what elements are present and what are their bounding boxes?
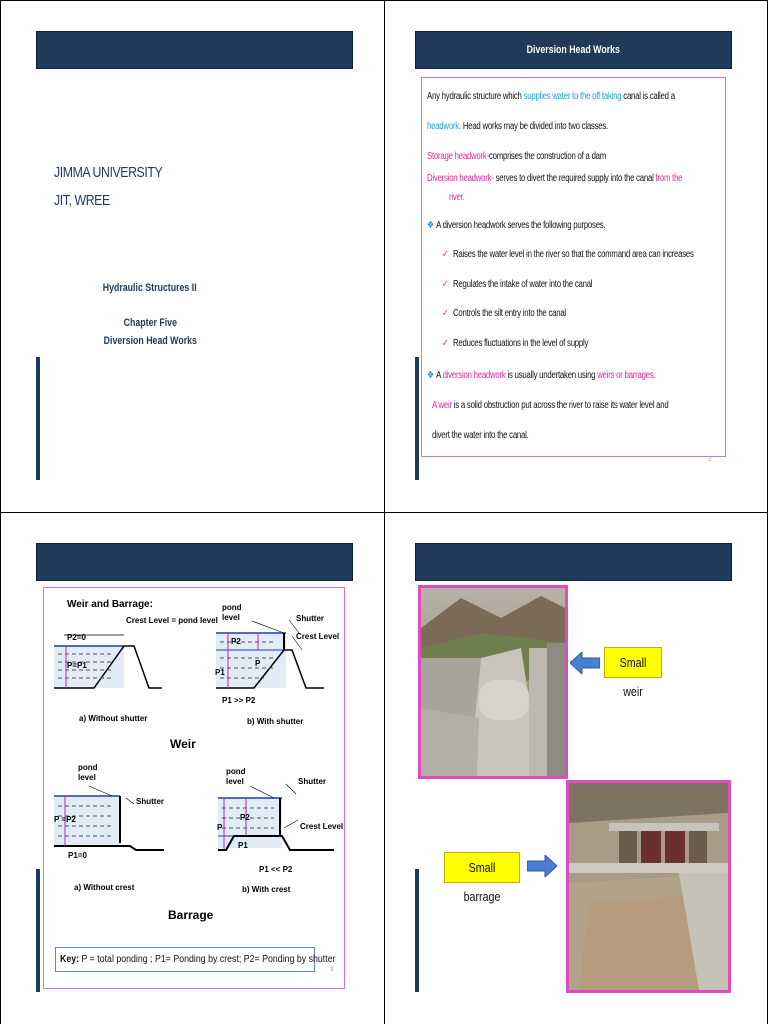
pond-label-a2-line1: pond [78,763,98,772]
p2-label-b2: P2 [240,813,250,822]
caption-a2: a) Without crest [74,883,135,892]
definition-line-2: headwork. Head works may be divided into two classes. [427,121,608,132]
p-label-b1: P [255,659,261,668]
p2-zero-label: P2=0 [67,633,86,642]
pond-label-b1-line2: level [222,613,240,622]
checkmark-icon: ✓ [442,308,449,319]
caption-a1: a) Without shutter [79,714,148,723]
diamond-bullet-icon: ❖ [427,370,434,381]
weir-without-shutter-diagram [54,616,218,723]
p1-gg-p2-label: P1 >> P2 [222,696,256,705]
caption-b1: b) With shutter [247,717,304,726]
small-weir-callout: Small weir [604,647,662,678]
chapter-title: Diversion Head Works [103,335,197,347]
p1-ll-p2-label: P1 << P2 [259,865,293,874]
right-arrow-icon [527,855,557,877]
diversion-headwork-line: Diversion headwork- serves to divert the required supply into the canal from the [427,173,683,184]
horizontal-divider [0,512,768,513]
p-eq-p2-label: P =P2 [54,815,76,824]
slide-2-page-number: 2 [708,457,712,463]
purpose-item-1: ✓ Raises the water level in the river so that the command area can increases [442,249,694,260]
weir-with-shutter-diagram [215,603,339,726]
shutter-label-b2: Shutter [298,777,326,786]
slide-4-banner [415,543,732,581]
small-barrage-photo [566,780,731,993]
weir-definition-line-1: A weir is a solid obstruction put across the river to raise its water level and [432,400,669,411]
small-barrage-callout: Small barrage [444,852,520,883]
pond-label-b1-line1: pond [222,603,242,612]
purpose-item-2: ✓ Regulates the intake of water into the canal [442,279,593,290]
caption-b2: b) With crest [242,885,291,894]
pond-label-a2-line2: level [78,773,96,782]
purposes-intro: ❖ A diversion headwork serves the following purposes. [427,220,606,231]
diversion-headwork-line-cont: river. [449,192,465,203]
slide-2-sidebar-bar [415,357,419,480]
checkmark-icon: ✓ [442,338,449,349]
course-name: Hydraulic Structures II [103,282,197,294]
definition-line-1: Any hydraulic structure which supplies water to the off taking canal is called a [427,91,675,102]
p2-label-b1: P2 [231,637,241,646]
weir-definition-line-2: divert the water into the canal. [432,430,529,441]
barrage-with-crest-diagram [217,767,343,894]
weir-barrage-heading: Weir and Barrage: [67,599,153,610]
slide-3-sidebar-bar [36,869,40,992]
checkmark-icon: ✓ [442,279,449,290]
shutter-label-b1: Shutter [296,614,324,623]
p1-label-b1: P1 [215,668,225,677]
crest-level-label-b1: Crest Level [296,632,340,641]
university-name: JIMMA UNIVERSITY [54,164,163,181]
p-label-b2: P [217,823,223,832]
slide-2-banner [415,31,732,69]
small-weir-photo [418,585,568,779]
slide-2-title: Diversion Head Works [526,44,621,56]
weir-section-label: Weir [170,737,196,751]
slide-1-banner [36,31,353,69]
diagram-key: Key: P = total ponding ; P1= Ponding by crest; P2= Ponding by shutter [55,947,315,972]
slide-4-sidebar-bar [415,869,419,992]
slide-1-sidebar-bar [36,357,40,480]
storage-headwork-line: Storage headwork-comprises the construction of a dam [427,151,607,162]
crest-level-label-b2: Crest Level [300,822,344,831]
pond-label-b2-line2: level [226,777,244,786]
left-arrow-icon [570,652,600,674]
p-eq-p1-label: P=P1 [67,661,87,670]
diamond-bullet-icon: ❖ [427,220,434,231]
shutter-label-a2: Shutter [136,797,164,806]
p1-zero-label: P1=0 [68,851,87,860]
barrage-section-label: Barrage [168,908,214,922]
checkmark-icon: ✓ [442,249,449,260]
crest-eq-pond-label: Crest Level = pond level [126,616,218,625]
chapter-number: Chapter Five [123,317,177,329]
pond-label-b2-line1: pond [226,767,246,776]
weir-barrage-diagram [44,588,344,943]
purpose-item-4: ✓ Reduces fluctuations in the level of supply [442,338,589,349]
p1-label-b2: P1 [238,841,248,850]
undertaken-line: ❖ A diversion headwork is usually undertaken using weirs or barrages. [427,370,656,381]
purpose-item-3: ✓ Controls the silt entry into the canal [442,308,566,319]
slide-3-banner [36,543,353,581]
department-name: JIT, WREE [54,192,110,209]
slide-3-page-number: 3 [330,967,334,973]
barrage-without-crest-diagram [54,763,164,892]
